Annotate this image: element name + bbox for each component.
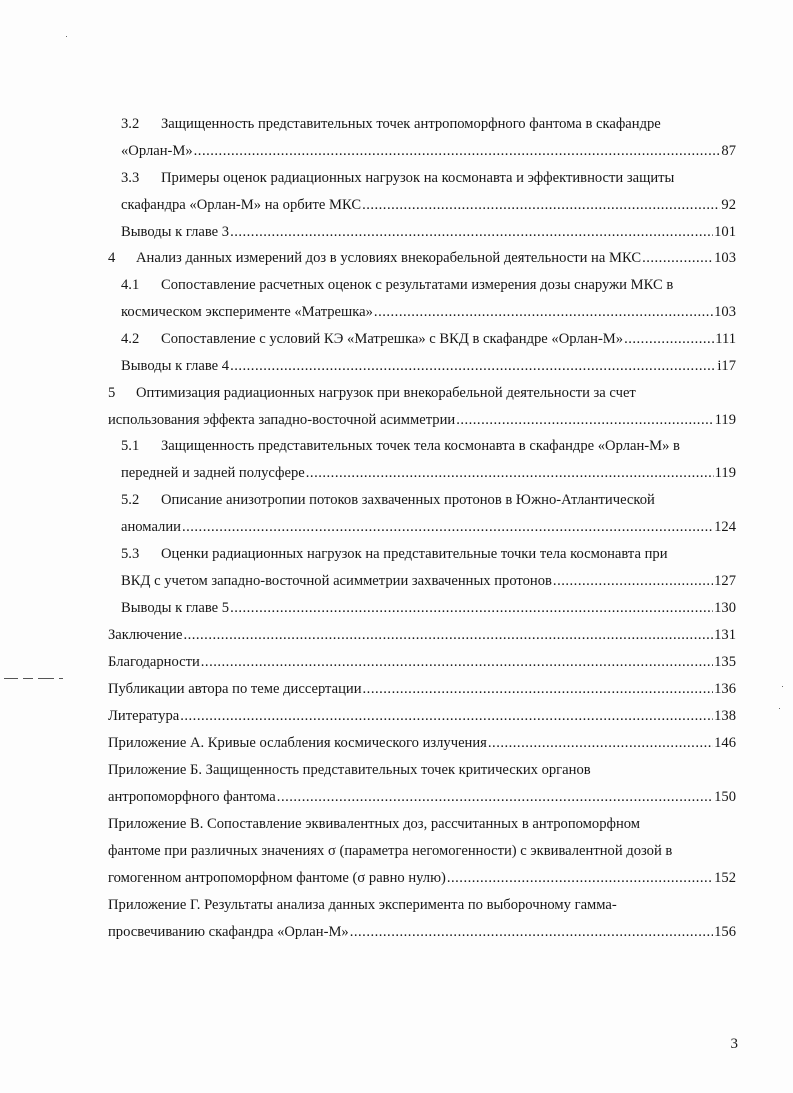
toc-page: 152 xyxy=(714,870,736,886)
toc-page: 127 xyxy=(714,573,736,589)
toc-title: Публикации автора по теме диссертации xyxy=(108,681,362,697)
toc-title-cont: использования эффекта западно-восточной асимметрии xyxy=(108,412,456,428)
toc-title-cont: аномалии xyxy=(121,519,181,535)
leader-dots xyxy=(456,410,713,430)
scan-speck xyxy=(779,708,780,709)
toc-number: 3.2 xyxy=(121,116,140,132)
toc-entry-appendix-g-line2[interactable] xyxy=(108,922,736,942)
toc-page: 131 xyxy=(714,627,736,643)
toc-title-line2: фантоме при различных значениях σ (параметра негомогенности) с эквивалентной дозой в xyxy=(108,843,673,859)
toc-title: Выводы к главе 4 xyxy=(121,358,230,374)
leader-dots xyxy=(642,248,713,268)
toc-entry-conclusions-5[interactable] xyxy=(121,598,736,618)
toc-entry-publications[interactable] xyxy=(108,679,736,699)
toc-title: Выводы к главе 5 xyxy=(121,600,230,616)
toc-page: i17 xyxy=(717,358,736,374)
toc-entry-5-line1 xyxy=(108,383,736,403)
toc-page: 136 xyxy=(714,681,736,697)
toc-page: 87 xyxy=(721,143,736,159)
toc-title-text: Анализ данных измерений доз в условиях внекорабельной деятельности на МКС xyxy=(136,250,642,266)
toc-title-cont: просвечиванию скафандра «Орлан-М» xyxy=(108,924,349,940)
toc-page: 92 xyxy=(721,197,736,213)
toc-number: 4 xyxy=(108,250,116,266)
toc-entry-4[interactable] xyxy=(108,248,736,268)
toc-title: Заключение xyxy=(108,627,183,643)
leader-dots xyxy=(201,652,713,672)
toc-entry-appendix-a[interactable] xyxy=(108,733,736,753)
toc-number: 3.3 xyxy=(121,170,140,186)
toc-page: 124 xyxy=(714,519,736,535)
toc-page: 111 xyxy=(715,331,736,347)
toc-title: Благодарности xyxy=(108,654,200,670)
toc-title: Литература xyxy=(108,708,180,724)
toc-entry-appendix-g-line1 xyxy=(108,895,736,915)
toc-entry-5-3-line2[interactable] xyxy=(121,571,736,591)
toc-number: 4.2 xyxy=(121,331,140,347)
toc-page: 150 xyxy=(714,789,736,805)
toc-entry-acknowledgements[interactable] xyxy=(108,652,736,672)
scan-speck xyxy=(782,686,783,687)
toc-entry-3-3-line2[interactable] xyxy=(121,195,736,215)
leader-dots xyxy=(230,356,716,376)
leader-dots xyxy=(362,195,720,215)
leader-dots xyxy=(488,733,713,753)
scan-mark xyxy=(4,676,66,680)
toc-entry-3-2-line1 xyxy=(121,114,736,134)
leader-dots xyxy=(363,679,714,699)
leader-dots xyxy=(194,141,721,161)
leader-dots xyxy=(553,571,713,591)
toc-title-cont: ВКД с учетом западно-восточной асимметрии захваченных протонов xyxy=(121,573,552,589)
toc-entry-conclusions-3[interactable] xyxy=(121,222,736,242)
toc-entry-5-2-line2[interactable] xyxy=(121,517,736,537)
leader-dots xyxy=(180,706,713,726)
toc-entry-references[interactable] xyxy=(108,706,736,726)
leader-dots xyxy=(182,517,713,537)
toc-title-cont: антропоморфного фантома xyxy=(108,789,276,805)
toc-title-text: Сопоставление с условий КЭ «Матрешка» с ВКД в скафандре «Орлан-М» xyxy=(161,331,624,347)
page-number: 3 xyxy=(730,1036,738,1052)
toc-title-cont: «Орлан-М» xyxy=(121,143,193,159)
toc-entry-appendix-b-line2[interactable] xyxy=(108,787,736,807)
toc-page: 156 xyxy=(714,924,736,940)
toc-entry-4-1-line1 xyxy=(121,275,736,295)
toc-page: 130 xyxy=(714,600,736,616)
toc-entry-conclusions-4[interactable] xyxy=(121,356,736,376)
toc-entry-4-2[interactable] xyxy=(121,329,736,349)
toc-page: 103 xyxy=(714,304,736,320)
leader-dots xyxy=(183,625,713,645)
toc-entry-appendix-v-line3[interactable] xyxy=(108,868,736,888)
toc-title: Оптимизация радиационных нагрузок при внекорабельной деятельности за счет xyxy=(136,385,636,401)
toc-entry-appendix-b-line1 xyxy=(108,760,736,780)
toc-title: Сопоставление расчетных оценок с результатами измерения дозы снаружи МКС в xyxy=(161,277,674,293)
toc-entry-conclusion[interactable] xyxy=(108,625,736,645)
toc-page: 138 xyxy=(714,708,736,724)
toc-title: Выводы к главе 3 xyxy=(121,224,230,240)
leader-dots xyxy=(277,787,713,807)
toc-entry-5-1-line2[interactable] xyxy=(121,463,736,483)
scan-speck xyxy=(66,36,67,37)
toc-title: Защищенность представительных точек тела космонавта в скафандре «Орлан-М» в xyxy=(161,438,680,454)
toc-entry-4-1-line2[interactable] xyxy=(121,302,736,322)
toc-title: Приложение Б. Защищенность представительных точек критических органов xyxy=(108,762,591,778)
toc-title: Оценки радиационных нагрузок на представительные точки тела космонавта при xyxy=(161,546,668,562)
toc-title-cont: скафандра «Орлан-М» на орбите МКС xyxy=(121,197,362,213)
toc-number: 4.1 xyxy=(121,277,140,293)
toc-title xyxy=(108,248,641,268)
toc-entry-3-3-line1 xyxy=(121,168,736,188)
toc-title: Приложение А. Кривые ослабления космического излучения xyxy=(108,735,487,751)
leader-dots xyxy=(374,302,713,322)
leader-dots xyxy=(230,222,713,242)
toc-entry-3-2-line2[interactable] xyxy=(121,141,736,161)
toc-title: Приложение В. Сопоставление эквивалентных доз, рассчитанных в антропоморфном xyxy=(108,816,641,832)
toc-title xyxy=(121,329,623,349)
toc-page: 101 xyxy=(714,224,736,240)
leader-dots xyxy=(230,598,713,618)
toc-title-cont: космическом эксперименте «Матрешка» xyxy=(121,304,373,320)
leader-dots xyxy=(306,463,714,483)
toc-entry-5-3-line1 xyxy=(121,544,736,564)
toc-entry-appendix-v-line1 xyxy=(108,814,736,834)
toc-page: 119 xyxy=(714,412,736,428)
toc-entry-5-1-line1 xyxy=(121,436,736,456)
toc-number: 5.1 xyxy=(121,438,140,454)
leader-dots xyxy=(447,868,713,888)
toc-page: 146 xyxy=(714,735,736,751)
toc-page: 119 xyxy=(714,465,736,481)
toc-title-cont: передней и задней полусфере xyxy=(121,465,305,481)
toc-entry-5-2-line1 xyxy=(121,490,736,510)
toc-entry-5-line2[interactable] xyxy=(108,410,736,430)
leader-dots xyxy=(350,922,713,942)
toc-entry-appendix-v-line2 xyxy=(108,841,736,861)
toc-title: Описание анизотропии потоков захваченных протонов в Южно-Атлантической xyxy=(161,492,655,508)
leader-dots xyxy=(624,329,714,349)
toc-title: Защищенность представительных точек антропоморфного фантома в скафандре xyxy=(161,116,661,132)
toc-number: 5.3 xyxy=(121,546,140,562)
toc-title: Примеры оценок радиационных нагрузок на космонавта и эффективности защиты xyxy=(161,170,675,186)
toc-page: 103 xyxy=(714,250,736,266)
toc-number: 5.2 xyxy=(121,492,140,508)
toc-number: 5 xyxy=(108,385,116,401)
toc-page: 135 xyxy=(714,654,736,670)
toc-title-cont: гомогенном антропоморфном фантоме (σ равно нулю) xyxy=(108,870,446,886)
toc-title: Приложение Г. Результаты анализа данных эксперимента по выборочному гамма- xyxy=(108,897,617,913)
